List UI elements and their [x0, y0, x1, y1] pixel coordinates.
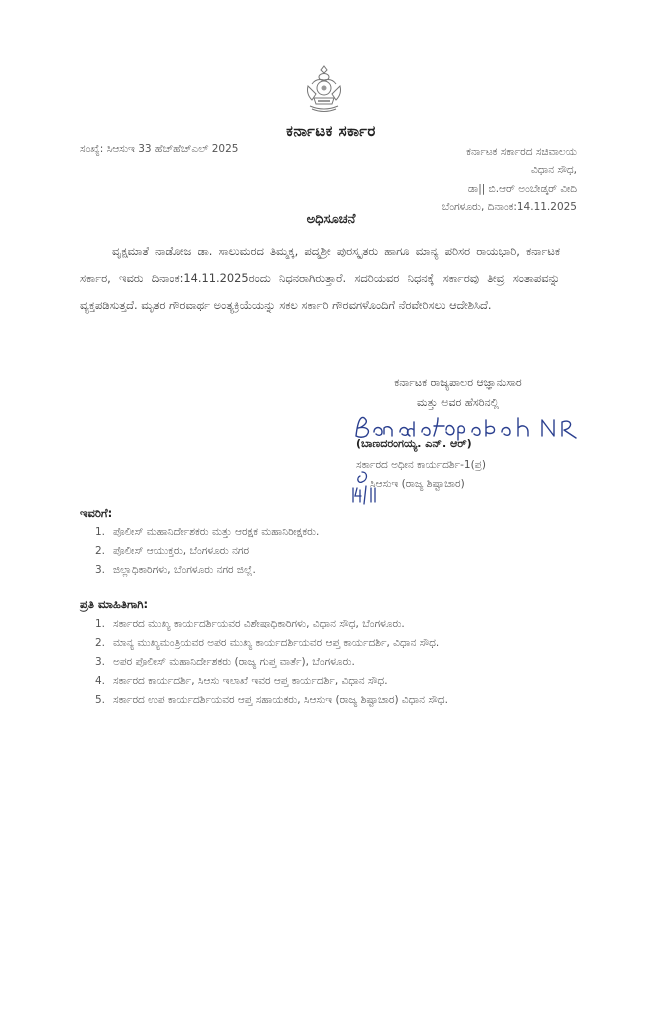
list-item: 2. ಪೊಲೀಸ್ ಆಯುಕ್ತರು, ಬೆಂಗಳೂರು ನಗರ — [95, 545, 250, 557]
list-item: 4. ಸರ್ಕಾರದ ಕಾರ್ಯದರ್ಶಿ, ಸಿಆಸು ಇಲಾಖೆ ಇವರ ಆಪ್ತ ಕಾರ್ಯದರ್ಶಿ, ವಿಧಾನ ಸೌಧ. — [95, 675, 388, 687]
notification-body: ವೃಕ್ಷಮಾತೆ ನಾಡೋಜ ಡಾ. ಸಾಲುಮರದ ತಿಮ್ಮಕ್ಕ, ಪದ್ಮಶ್ರೀ ಪುರಸ್ಕೃತರು ಹಾಗೂ ಮಾನ್ಯ ಪರಿಸರ ರಾಯಭಾರಿ, ಕರ್ನಾಟಕ ಸರ್ಕಾರ, ಇವರು ದಿನಾಂಕ:14.11.2025ರಂದು ನಿಧನರಾಗಿರುತ್ತಾರೆ. ಸದರಿಯವರ ನಿಧನಕ್ಕೆ ಸರ್ಕಾರವು ತೀವ್ರ ಸಂತಾಪವನ್ನು ವ್ಯಕ್ತಪಡಿಸುತ್ತದೆ. ಮೃತರ ಗೌರವಾರ್ಥ ಅಂತ್ಯಕ್ರಿಯೆಯನ್ನು ಸಕಲ ಸರ್ಕಾರಿ ಗೌರವಗಳೊಂದಿಗೆ ನೆರವೇರಿಸಲು ಆದೇಶಿಸಿದೆ. — [80, 244, 560, 312]
list-item: 2. ಮಾನ್ಯ ಮುಖ್ಯಮಂತ್ರಿಯವರ ಅಪರ ಮುಖ್ಯ ಕಾರ್ಯದರ್ಶಿಯವರ ಆಪ್ತ ಕಾರ್ಯದರ್ಶಿ, ವಿಧಾನ ಸೌಧ. — [95, 637, 440, 649]
karnataka-emblem-icon — [302, 64, 346, 114]
authority-line: ಮತ್ತು ಅವರ ಹೆಸರಿನಲ್ಲಿ — [417, 396, 499, 409]
recipients-list — [95, 523, 553, 580]
signer-name: (ಬಾಣದರಂಗಯ್ಯ. ಎನ್. ಆರ್) — [356, 437, 472, 450]
handwritten-initial — [350, 470, 384, 506]
office-address-line: ಡಾ|| ಬಿ.ಆರ್ ಅಂಬೇಡ್ಕರ್ ವೀದಿ — [467, 182, 577, 195]
reference-number: ಸಂಖ್ಯೆ: ಸಿಆಸುಇ 33 ಹೆಚ್‌ಹೆಚ್‌ಎಲ್ 2025 — [80, 143, 239, 155]
designation-line: ಸಿಆಸುಇ (ರಾಜ್ಯ ಶಿಷ್ಟಾಚಾರ) — [370, 478, 465, 490]
list-item: 1. ಸರ್ಕಾರದ ಮುಖ್ಯ ಕಾರ್ಯದರ್ಶಿಯವರ ವಿಶೇಷಾಧಿಕಾರಿಗಳು, ವಿಧಾನ ಸೌಧ, ಬೆಂಗಳೂರು. — [95, 618, 405, 630]
list-item: 5. ಸರ್ಕಾರದ ಉಪ ಕಾರ್ಯದರ್ಶಿಯವರ ಆಪ್ತ ಸಹಾಯಕರು, ಸಿಆಸುಇ (ರಾಜ್ಯ ಶಿಷ್ಟಾಚಾರ) ವಿಧಾನ ಸೌಧ. — [95, 694, 448, 706]
office-address-line: ಬೆಂಗಳೂರು, ದಿನಾಂಕ:14.11.2025 — [441, 200, 577, 213]
designation-line: ಸರ್ಕಾರದ ಅಧೀನ ಕಾರ್ಯದರ್ಶಿ-1(ಪ್ರ) — [356, 459, 486, 471]
list-item: 3. ಜಿಲ್ಲಾಧಿಕಾರಿಗಳು, ಬೆಂಗಳೂರು ನಗರ ಜಿಲ್ಲೆ. — [95, 564, 256, 576]
government-title: ಕರ್ನಾಟಕ ಸರ್ಕಾರ — [286, 122, 376, 140]
authority-block — [353, 373, 563, 413]
copy-list — [95, 615, 553, 710]
authority-line: ಕರ್ನಾಟಕ ರಾಜ್ಯಪಾಲರ ಆಜ್ಞಾನುಸಾರ — [394, 376, 522, 389]
list-item: 1. ಪೊಲೀಸ್ ಮಹಾನಿರ್ದೇಶಕರು ಮತ್ತು ಆರಕ್ಷಕ ಮಹಾನಿರೀಕ್ಷಕರು. — [95, 526, 320, 538]
notification-heading: ಅಧಿಸೂಚನೆ — [306, 212, 356, 227]
office-address-line: ಕರ್ನಾಟಕ ಸರ್ಕಾರದ ಸಚಿವಾಲಯ — [466, 146, 577, 158]
recipients-heading: ಇವರಿಗೆ: — [80, 506, 113, 520]
office-address — [442, 143, 577, 216]
office-address-line: ವಿಧಾನ ಸೌಧ, — [530, 164, 577, 177]
list-item: 3. ಅಪರ ಪೊಲೀಸ್ ಮಹಾನಿರ್ದೇಶಕರು (ರಾಜ್ಯ ಗುಪ್ತ ವಾರ್ತೆ), ಬೆಂಗಳೂರು. — [95, 656, 355, 668]
copy-heading: ಪ್ರತಿ ಮಾಹಿತಿಗಾಗಿ: — [80, 597, 149, 611]
